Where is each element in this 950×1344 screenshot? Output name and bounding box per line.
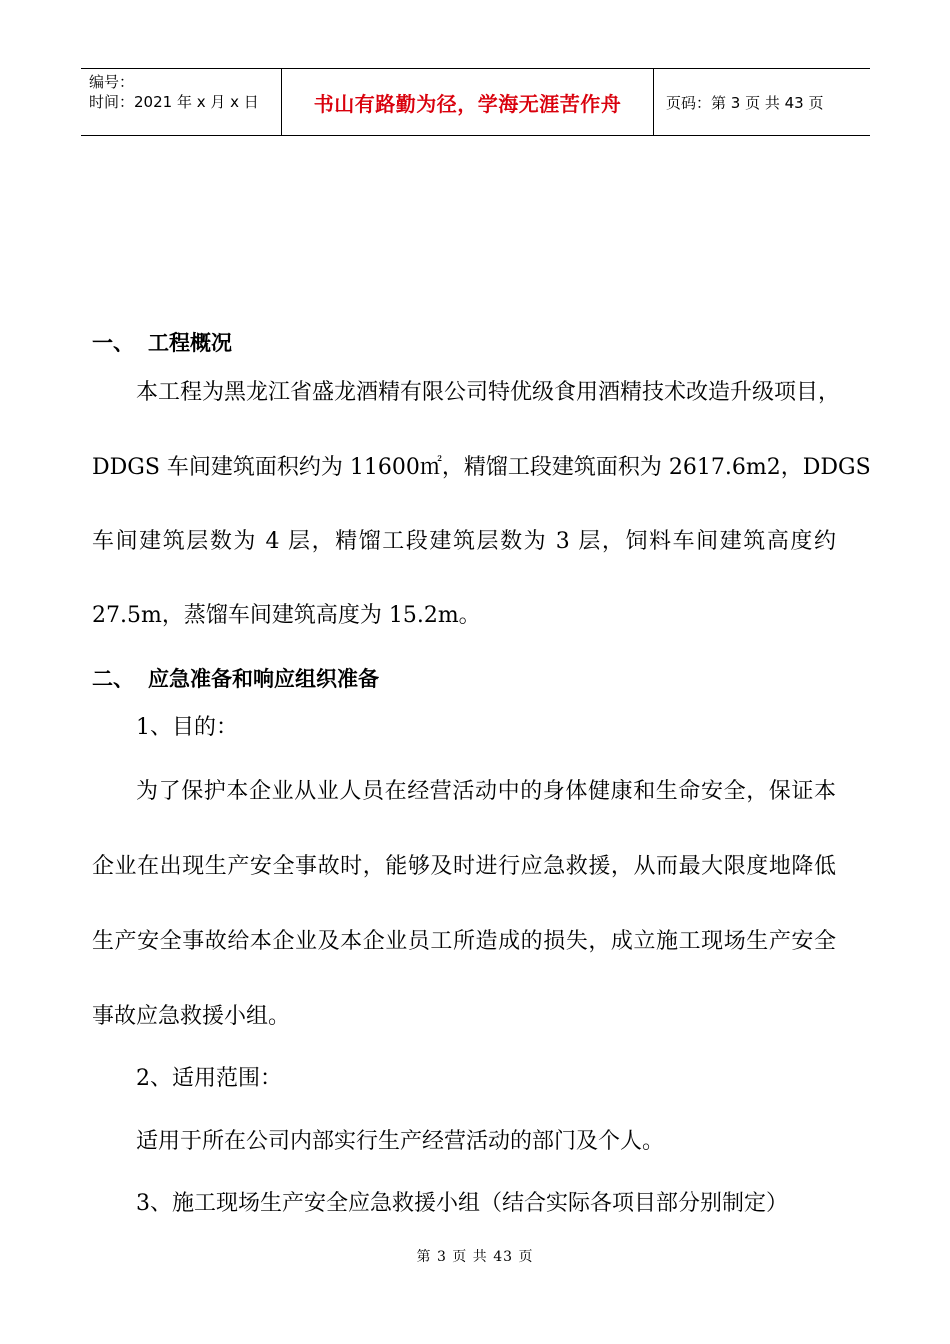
section-heading-1 bbox=[92, 328, 232, 358]
paragraph-line: 本工程为黑龙江省盛龙酒精有限公司特优级食用酒精技术改造升级项目， bbox=[136, 380, 841, 405]
page-header bbox=[81, 68, 870, 136]
list-item: 2、适用范围： bbox=[136, 1066, 282, 1091]
paragraph-line: 车间建筑层数为 4 层，精馏工段建筑层数为 3 层，饲料车间建筑高度约 bbox=[92, 529, 836, 554]
paragraph-line: 事故应急救援小组。 bbox=[92, 1004, 291, 1029]
paragraph-line: 27.5m，蒸馏车间建筑高度为 15.2m。 bbox=[92, 603, 481, 628]
section-title: 工程概况 bbox=[148, 331, 232, 355]
page-footer: 第 3 页 共 43 页 bbox=[416, 1249, 534, 1265]
section-heading-2 bbox=[92, 664, 379, 694]
header-motto-cell bbox=[281, 69, 654, 135]
paragraph-line: 适用于所在公司内部实行生产经营活动的部门及个人。 bbox=[136, 1129, 665, 1154]
section-title: 应急准备和响应组织准备 bbox=[148, 667, 379, 691]
paragraph-line: 企业在出现生产安全事故时，能够及时进行应急救援，从而最大限度地降低 bbox=[92, 854, 836, 879]
section-number: 二、 bbox=[92, 667, 134, 691]
header-motto: 书山有路勤为径，学海无涯苦作舟 bbox=[313, 91, 622, 116]
list-item: 3、施工现场生产安全应急救援小组（结合实际各项目部分别制定） bbox=[136, 1191, 788, 1216]
document-date-label: 时间：2021 年 x 月 x 日 bbox=[89, 93, 259, 111]
paragraph-line: 为了保护本企业从业人员在经营活动中的身体健康和生命安全，保证本 bbox=[136, 779, 836, 804]
list-item: 1、目的： bbox=[136, 715, 238, 740]
paragraph-line: 生产安全事故给本企业及本企业员工所造成的损失，成立施工现场生产安全 bbox=[92, 929, 836, 954]
section-number: 一、 bbox=[92, 331, 134, 355]
document-number-label: 编号： bbox=[89, 73, 135, 91]
header-page-info: 页码：第 3 页 共 43 页 bbox=[666, 93, 824, 112]
paragraph-line: DDGS 车间建筑面积约为 11600㎡，精馏工段建筑面积为 2617.6m2，DDGS bbox=[92, 455, 871, 480]
header-page-cell bbox=[654, 69, 870, 135]
header-meta-cell bbox=[81, 69, 281, 135]
